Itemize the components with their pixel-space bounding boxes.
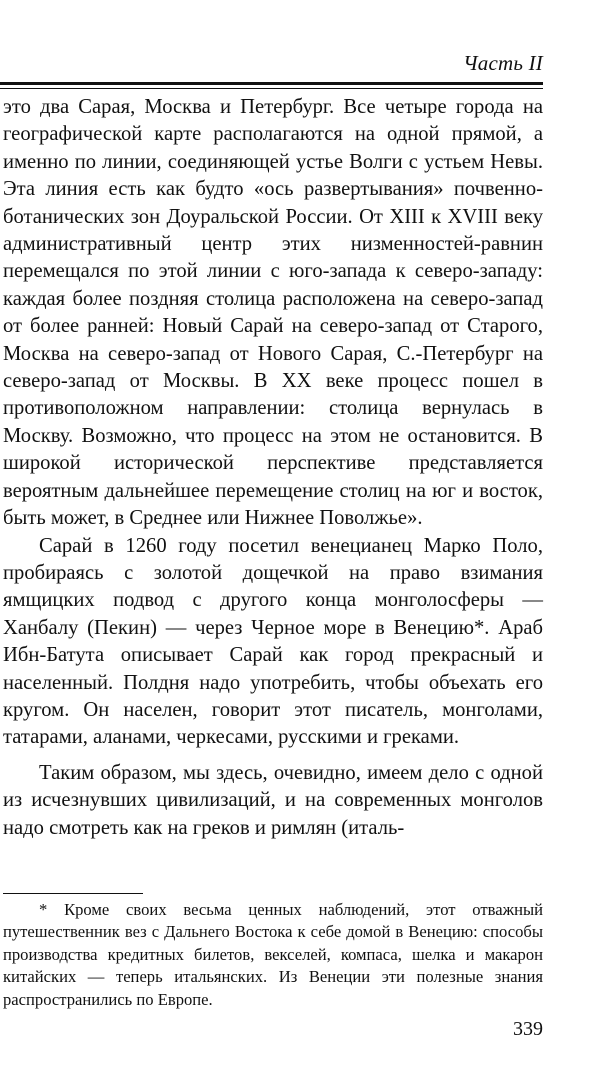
paragraph-1: это два Сарая, Москва и Петербург. Все четыре города на географической карте располагаются на одной прямой, а именно по линии, соединяющей устье Волги с устьем Невы. Эта линия есть как будто «ось развертывания» почвенно-ботанических зон Доуральской России. От XIII к XVIII веку административный центр этих низменностей-равнин перемещался по этой линии с юго-запада к северо-западу: каждая более поздняя столица расположена на северо-запад от более ранней: Новый Сарай на северо-запад от Старого, Москва на северо-запад от Нового Сарая, С.-Петербург на северо-запад от Москвы. В XX веке процесс пошел в противоположном направлении: столица вернулась в Москву. Возможно, что процесс на этом не остановится. В широкой исторической перспективе представляется вероятным дальнейшее перемещение столиц на юг и восток, быть может, в Среднее или Нижнее Поволжье». (3, 96, 543, 530)
body-text (3, 94, 543, 842)
paragraph-3: Таким образом, мы здесь, очевидно, имеем дело с одной из исчезнувших цивилизаций, и на современных монголов надо смотреть как на греков и римлян (италь- (3, 761, 543, 839)
page-header (0, 0, 613, 90)
header-rule-thin (0, 88, 543, 89)
header-rule-thick (0, 82, 543, 85)
paragraph-2: Сарай в 1260 году посетил венецианец Марко Поло, пробираясь с золотой дощечкой на право взимания ямщицких подвод с другого конца монголосферы — Ханбалу (Пекин) — через Черное море в Венецию*. Араб Ибн-Батута описывает Сарай как город прекрасный и населенный. Полдня надо употребить, чтобы объехать его кругом. Он населен, говорит этот писатель, монголами, татарами, аланами, черкесами, русскими и греками. (3, 534, 543, 749)
page-number: 339 (513, 1018, 543, 1040)
footnote-rule (3, 893, 143, 894)
footnote: * Кроме своих весьма ценных наблюдений, этот отважный путешественник вез с Дальнего Востока к себе домой в Венецию: способы производства кредитных билетов, векселей, компаса, шелка и макарон китайских — теперь итальянских. Из Венеции эти полезные знания распространились по Европе. (3, 900, 543, 1009)
running-head: Часть II (463, 51, 543, 75)
